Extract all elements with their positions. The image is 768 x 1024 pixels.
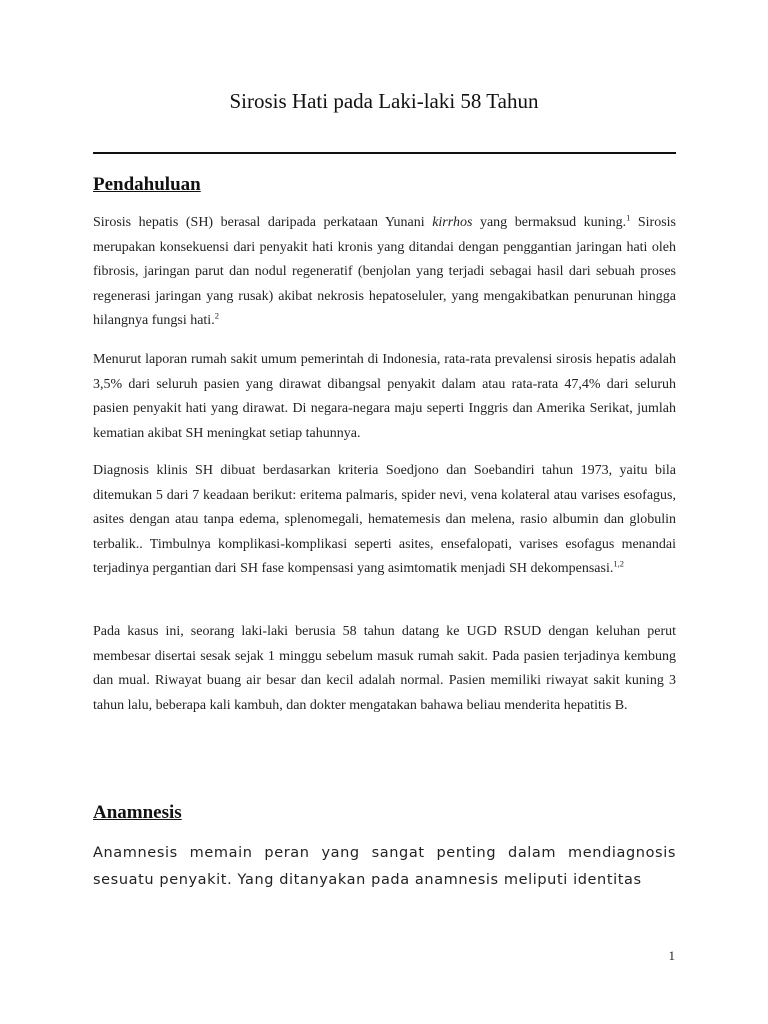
italic-term: kirrhos — [432, 215, 473, 230]
section-heading-pendahuluan: Pendahuluan — [93, 174, 201, 195]
section-heading-anamnesis: Anamnesis — [93, 802, 182, 823]
title-divider — [93, 152, 676, 154]
paragraph-text: yang bermaksud kuning. — [472, 215, 627, 230]
paragraph-text: Sirosis merupakan konsekuensi dari penyakit hati kronis yang ditandai dengan penggantian jaringan hati oleh fibrosis, jaringan parut dan nodul regeneratif (benjolan yang terjadi sebagai hasil dari sebuah proses regenerasi jaringan yang rusak) akibat nekrosis hepatoseluler, yang mengakibatkan penurunan hingga hilangnya fungsi hati. — [93, 215, 676, 328]
document-title: Sirosis Hati pada Laki-laki 58 Tahun — [229, 89, 539, 113]
citation-superscript: 1,2 — [613, 558, 624, 569]
paragraph-text: Diagnosis klinis SH dibuat berdasarkan kriteria Soedjono dan Soebandiri tahun 1973, yaitu bila ditemukan 5 dari 7 keadaan berikut: eritema palmaris, spider nevi, vena kolateral atau varises esofagus, asites dengan atau tanpa edema, splenomegali, hematemesis dan melena, rasio albumin dan globulin terbalik.. Timbulnya komplikasi-komplikasi seperti asites, ensefalopati, varises esofagus menandai terjadinya pergantian dari SH fase kompensasi yang asimtomatik menjadi SH dekompensasi. — [93, 463, 676, 576]
paragraph-pendahuluan-2: Menurut laporan rumah sakit umum pemerintah di Indonesia, rata-rata prevalensi sirosis hepatis adalah 3,5% dari seluruh pasien yang dirawat dibangsal penyakit dalam atau rata-rata 47,4% dari seluruh pasien penyakit hati yang dirawat. Di negara-negara maju seperti Inggris dan Amerika Serikat, jumlah kematian akibat SH meningkat setiap tahunnya. — [93, 352, 676, 441]
citation-superscript: 1 — [626, 212, 631, 223]
citation-superscript: 2 — [214, 310, 219, 321]
paragraph-text: Sirosis hepatis (SH) berasal daripada perkataan Yunani — [93, 215, 433, 230]
paragraph-anamnesis-1: Anamnesis memain peran yang sangat penting dalam mendiagnosis sesuatu penyakit. Yang ditanyakan pada anamnesis meliputi identitas — [93, 845, 676, 888]
paragraph-pendahuluan-4: Pada kasus ini, seorang laki-laki berusia 58 tahun datang ke UGD RSUD dengan keluhan perut membesar disertai sesak sejak 1 minggu sebelum masuk rumah sakit. Pada pasien terjadinya kembung dan mual. Riwayat buang air besar dan kecil adalah normal. Pasien memiliki riwayat sakit kuning 3 tahun lalu, beberapa kali kambuh, dan dokter mengatakan bahawa beliau menderita hepatitis B. — [93, 624, 676, 713]
paragraph-pendahuluan-3 — [93, 459, 676, 582]
page-number: 1 — [668, 948, 675, 963]
paragraph-pendahuluan-1 — [93, 211, 676, 334]
